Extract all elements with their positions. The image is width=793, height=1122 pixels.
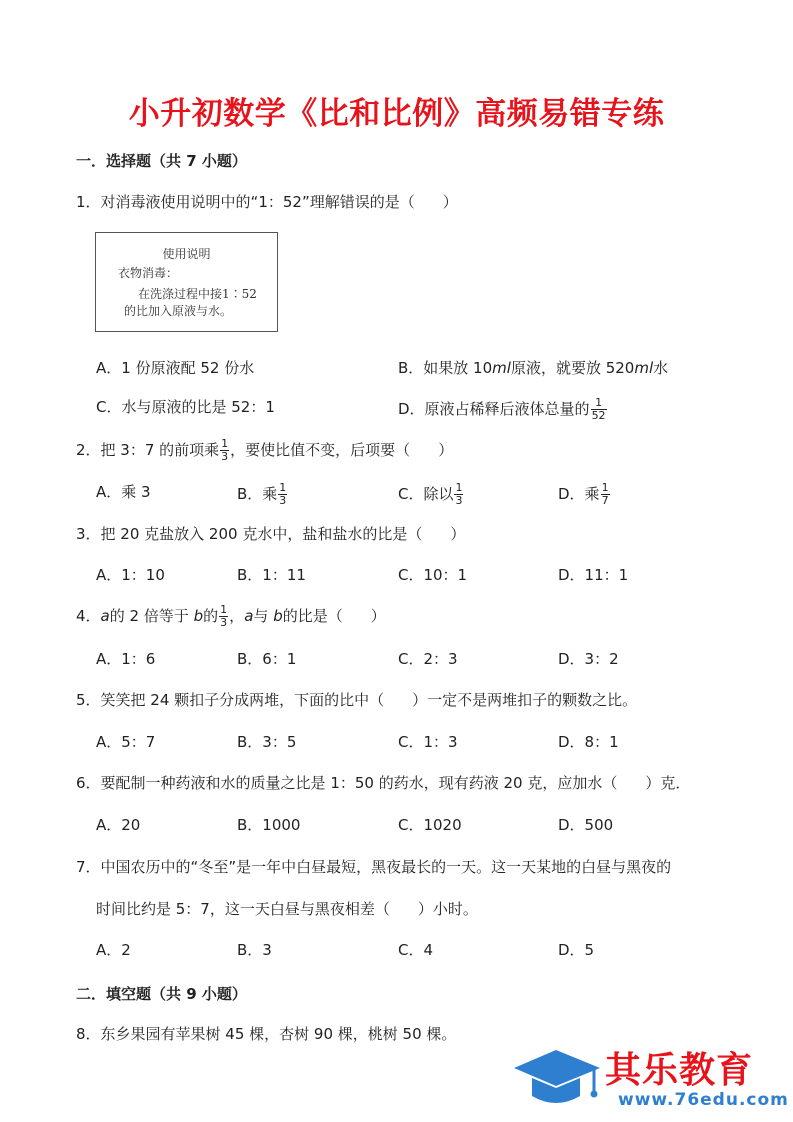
q5-option-a: A．5：7 — [96, 733, 156, 751]
q7-option-d: D．5 — [558, 941, 595, 959]
q6-option-c: C．1020 — [398, 816, 462, 834]
q5-option-d: D．8：1 — [558, 733, 619, 751]
notice-title: 使用说明 — [162, 247, 211, 261]
q2-option-c: C．除以 $\frac{1}{3}$ — [398, 481, 463, 507]
q4-option-d: D．3：2 — [558, 650, 619, 668]
q5-option-c: C．1：3 — [398, 733, 458, 751]
notice-line: 衣物消毒： — [118, 266, 179, 280]
q3-option-a: A．1：10 — [96, 566, 165, 584]
page-title: 小升初数学《比和比例》高频易错专练 — [128, 96, 665, 132]
q6-option-b: B．1000 — [237, 816, 301, 834]
q7-option-a: A．2 — [96, 941, 131, 959]
q2-option-b: B．乘 $\frac{1}{3}$ — [237, 481, 287, 507]
fraction: $\frac{1}{3}$ — [279, 481, 287, 507]
q3-option-c: C．10：1 — [398, 566, 468, 584]
q7-option-b: B．3 — [237, 941, 272, 959]
q2-option-a: A．乘 3 — [96, 483, 151, 501]
notice-line: 在洗涤过程中接1∶52 — [138, 287, 257, 301]
fraction: $\frac{1}{3}$ — [455, 481, 463, 507]
question-1-stem: 1．对消毒液使用说明中的“1：52”理解错误的是（ — [76, 193, 415, 211]
q3-option-d: D．11：1 — [558, 566, 629, 584]
question-5: 5．笑笑把 24 颗扣子分成两堆，下面的比中（ ）一定不是两堆扣子的颗数之比。 — [76, 691, 638, 709]
q5-option-b: B．3：5 — [237, 733, 297, 751]
section-choice-heading: 一．选择题（共 7 小题） — [76, 152, 247, 170]
usage-notice-image — [95, 232, 278, 332]
q4-option-c: C．2：3 — [398, 650, 458, 668]
question-4: 4．a的 2 倍等于 b的 $\frac{1}{3}$ ，a与 b的比是（ ） — [76, 603, 386, 629]
q2-option-d: D．乘 $\frac{1}{7}$ — [558, 481, 609, 507]
notice-line: 的比加入原液与水。 — [124, 304, 233, 318]
fraction: $\frac{1}{3}$ — [220, 603, 228, 629]
section-fill-heading: 二．填空题（共 9 小题） — [76, 985, 247, 1003]
brand-name: 其乐教育 — [605, 1050, 754, 1091]
q6-option-a: A．20 — [96, 816, 141, 834]
question-2: 2．把 3：7 的前项乘 $\frac{1}{3}$ ，要使比值不变，后项要（ ） — [76, 437, 454, 463]
q1-option-b: B．如果放 10ml原液，就要放 520ml水 — [398, 359, 669, 377]
q4-option-b: B．6：1 — [237, 650, 297, 668]
q4-option-a: A．1：6 — [96, 650, 156, 668]
q7-option-c: C．4 — [398, 941, 434, 959]
fraction: $\frac{1}{52}$ — [591, 396, 606, 422]
q3-option-b: B．1：11 — [237, 566, 306, 584]
q1-option-a: A．1 份原液配 52 份水 — [96, 359, 255, 377]
graduation-cap-icon — [510, 1044, 602, 1112]
fraction: $\frac{1}{7}$ — [601, 481, 609, 507]
q6-option-d: D．500 — [558, 816, 614, 834]
question-7-line-1: 7．中国农历中的“冬至”是一年中白昼最短，黑夜最长的一天。这一天某地的白昼与黑夜的 — [76, 858, 672, 876]
q1-option-c: C．水与原液的比是 52：1 — [96, 398, 275, 416]
question-6: 6．要配制一种药液和水的质量之比是 1：50 的药水，现有药液 20 克，应加水（ ）克． — [76, 774, 691, 792]
brand-logo — [510, 1040, 790, 1115]
q1-option-d: D．原液占稀释后液体总量的 $\frac{1}{52}$ — [398, 396, 606, 422]
question-7-line-2: 时间比约是 5：7，这一天白昼与黑夜相差（ ）小时。 — [96, 900, 478, 918]
fraction: $\frac{1}{3}$ — [221, 437, 229, 463]
question-1: 1．对消毒液使用说明中的“1：52”理解错误的是（ ） — [76, 193, 458, 211]
question-3: 3．把 20 克盐放入 200 克水中，盐和盐水的比是（ ） — [76, 525, 466, 543]
question-8: 8．东乡果园有苹果树 45 棵，杏树 90 棵，桃树 50 棵。 — [76, 1025, 457, 1043]
brand-url: www.76edu.com — [618, 1090, 789, 1110]
